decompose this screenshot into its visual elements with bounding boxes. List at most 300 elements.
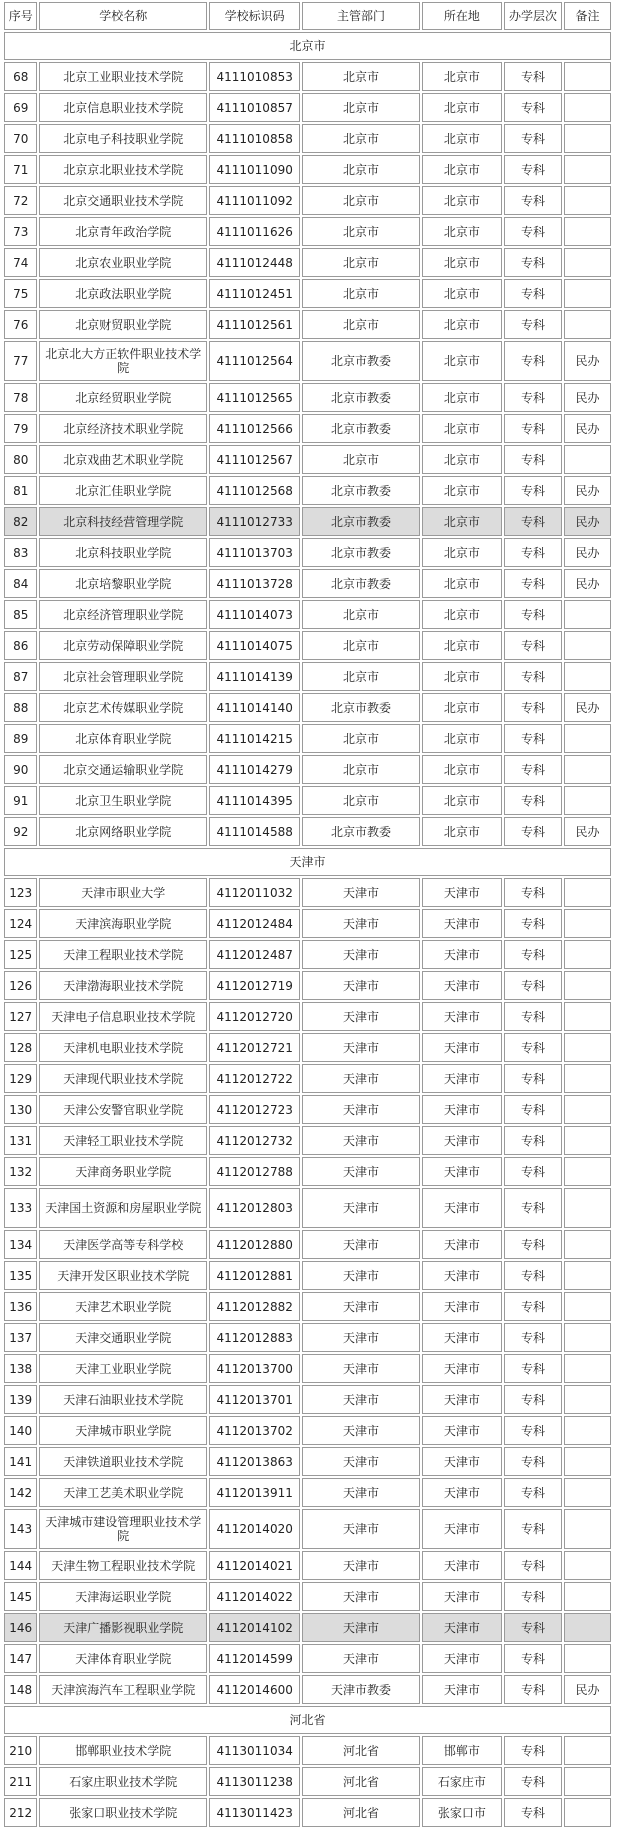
header-cell-authority: 主管部门 bbox=[302, 2, 419, 30]
school-table bbox=[2, 0, 613, 1829]
cell-remark bbox=[564, 1416, 611, 1445]
cell-level: 专科 bbox=[504, 383, 562, 412]
cell-code: 4111012567 bbox=[209, 445, 301, 474]
cell-level: 专科 bbox=[504, 1582, 562, 1611]
cell-level: 专科 bbox=[504, 1261, 562, 1290]
cell-level: 专科 bbox=[504, 476, 562, 505]
cell-location: 北京市 bbox=[422, 414, 502, 443]
cell-location: 北京市 bbox=[422, 341, 502, 381]
cell-no: 90 bbox=[4, 755, 37, 784]
cell-name: 北京体育职业学院 bbox=[39, 724, 206, 753]
cell-remark: 民办 bbox=[564, 507, 611, 536]
cell-remark bbox=[564, 445, 611, 474]
cell-remark bbox=[564, 124, 611, 153]
cell-name: 天津市职业大学 bbox=[39, 878, 206, 907]
header-row bbox=[4, 2, 611, 30]
table-row bbox=[4, 62, 611, 91]
table-row bbox=[4, 1230, 611, 1259]
cell-location: 北京市 bbox=[422, 476, 502, 505]
cell-authority: 北京市教委 bbox=[302, 693, 419, 722]
cell-remark bbox=[564, 1261, 611, 1290]
cell-level: 专科 bbox=[504, 662, 562, 691]
cell-level: 专科 bbox=[504, 248, 562, 277]
table-row bbox=[4, 1675, 611, 1704]
section-row bbox=[4, 1706, 611, 1734]
cell-code: 4112014020 bbox=[209, 1509, 301, 1549]
cell-no: 129 bbox=[4, 1064, 37, 1093]
cell-location: 北京市 bbox=[422, 124, 502, 153]
table-row bbox=[4, 383, 611, 412]
cell-name: 天津机电职业技术学院 bbox=[39, 1033, 206, 1062]
table-row bbox=[4, 1157, 611, 1186]
table-row bbox=[4, 1509, 611, 1549]
cell-name: 北京北大方正软件职业技术学院 bbox=[39, 341, 206, 381]
cell-level: 专科 bbox=[504, 1323, 562, 1352]
cell-code: 4111014588 bbox=[209, 817, 301, 846]
cell-authority: 北京市 bbox=[302, 248, 419, 277]
cell-remark: 民办 bbox=[564, 693, 611, 722]
cell-code: 4111012451 bbox=[209, 279, 301, 308]
cell-location: 北京市 bbox=[422, 600, 502, 629]
cell-name: 北京农业职业学院 bbox=[39, 248, 206, 277]
cell-no: 212 bbox=[4, 1798, 37, 1827]
cell-no: 144 bbox=[4, 1551, 37, 1580]
cell-level: 专科 bbox=[504, 1230, 562, 1259]
cell-no: 91 bbox=[4, 786, 37, 815]
cell-name: 天津商务职业学院 bbox=[39, 1157, 206, 1186]
cell-authority: 北京市 bbox=[302, 217, 419, 246]
cell-level: 专科 bbox=[504, 1478, 562, 1507]
table-row bbox=[4, 786, 611, 815]
cell-name: 北京京北职业技术学院 bbox=[39, 155, 206, 184]
cell-name: 北京财贸职业学院 bbox=[39, 310, 206, 339]
cell-level: 专科 bbox=[504, 217, 562, 246]
cell-location: 天津市 bbox=[422, 1064, 502, 1093]
cell-level: 专科 bbox=[504, 1675, 562, 1704]
cell-level: 专科 bbox=[504, 878, 562, 907]
table-row bbox=[4, 248, 611, 277]
cell-level: 专科 bbox=[504, 93, 562, 122]
cell-no: 125 bbox=[4, 940, 37, 969]
cell-no: 68 bbox=[4, 62, 37, 91]
cell-level: 专科 bbox=[504, 1095, 562, 1124]
cell-level: 专科 bbox=[504, 1416, 562, 1445]
table-row bbox=[4, 1582, 611, 1611]
cell-no: 148 bbox=[4, 1675, 37, 1704]
table-row bbox=[4, 1478, 611, 1507]
cell-level: 专科 bbox=[504, 1002, 562, 1031]
cell-no: 210 bbox=[4, 1736, 37, 1765]
cell-name: 北京戏曲艺术职业学院 bbox=[39, 445, 206, 474]
cell-no: 72 bbox=[4, 186, 37, 215]
cell-remark bbox=[564, 248, 611, 277]
cell-no: 92 bbox=[4, 817, 37, 846]
cell-code: 4111012561 bbox=[209, 310, 301, 339]
table-row bbox=[4, 310, 611, 339]
cell-location: 北京市 bbox=[422, 445, 502, 474]
cell-level: 专科 bbox=[504, 538, 562, 567]
table-row bbox=[4, 817, 611, 846]
table-row bbox=[4, 1416, 611, 1445]
header-cell-no: 序号 bbox=[4, 2, 37, 30]
cell-remark bbox=[564, 1509, 611, 1549]
cell-remark bbox=[564, 1095, 611, 1124]
table-row bbox=[4, 1551, 611, 1580]
cell-authority: 北京市 bbox=[302, 62, 419, 91]
header-cell-level: 办学层次 bbox=[504, 2, 562, 30]
cell-location: 天津市 bbox=[422, 1644, 502, 1673]
cell-authority: 天津市 bbox=[302, 1416, 419, 1445]
cell-location: 天津市 bbox=[422, 1551, 502, 1580]
cell-remark bbox=[564, 1292, 611, 1321]
cell-remark bbox=[564, 1798, 611, 1827]
section-row bbox=[4, 848, 611, 876]
cell-authority: 北京市 bbox=[302, 155, 419, 184]
table-row bbox=[4, 445, 611, 474]
cell-no: 75 bbox=[4, 279, 37, 308]
cell-location: 北京市 bbox=[422, 62, 502, 91]
cell-name: 北京劳动保障职业学院 bbox=[39, 631, 206, 660]
cell-name: 天津城市职业学院 bbox=[39, 1416, 206, 1445]
table-row bbox=[4, 1385, 611, 1414]
cell-authority: 北京市 bbox=[302, 662, 419, 691]
cell-name: 北京工业职业技术学院 bbox=[39, 62, 206, 91]
cell-code: 4112012883 bbox=[209, 1323, 301, 1352]
table-row bbox=[4, 1261, 611, 1290]
table-row bbox=[4, 878, 611, 907]
cell-no: 137 bbox=[4, 1323, 37, 1352]
cell-location: 天津市 bbox=[422, 1323, 502, 1352]
cell-name: 石家庄职业技术学院 bbox=[39, 1767, 206, 1796]
cell-no: 138 bbox=[4, 1354, 37, 1383]
cell-location: 天津市 bbox=[422, 940, 502, 969]
cell-code: 4113011034 bbox=[209, 1736, 301, 1765]
cell-no: 70 bbox=[4, 124, 37, 153]
cell-name: 北京交通运输职业学院 bbox=[39, 755, 206, 784]
cell-code: 4112013700 bbox=[209, 1354, 301, 1383]
cell-remark bbox=[564, 155, 611, 184]
cell-location: 北京市 bbox=[422, 693, 502, 722]
cell-name: 天津轻工职业技术学院 bbox=[39, 1126, 206, 1155]
cell-level: 专科 bbox=[504, 755, 562, 784]
cell-name: 北京信息职业技术学院 bbox=[39, 93, 206, 122]
cell-authority: 河北省 bbox=[302, 1767, 419, 1796]
cell-location: 天津市 bbox=[422, 1157, 502, 1186]
cell-level: 专科 bbox=[504, 724, 562, 753]
cell-no: 145 bbox=[4, 1582, 37, 1611]
cell-name: 天津城市建设管理职业技术学院 bbox=[39, 1509, 206, 1549]
table-row bbox=[4, 186, 611, 215]
cell-no: 83 bbox=[4, 538, 37, 567]
table-row bbox=[4, 600, 611, 629]
table-row bbox=[4, 569, 611, 598]
cell-name: 天津渤海职业技术学院 bbox=[39, 971, 206, 1000]
cell-location: 天津市 bbox=[422, 1416, 502, 1445]
cell-level: 专科 bbox=[504, 1644, 562, 1673]
cell-no: 135 bbox=[4, 1261, 37, 1290]
cell-no: 86 bbox=[4, 631, 37, 660]
cell-no: 80 bbox=[4, 445, 37, 474]
cell-level: 专科 bbox=[504, 1613, 562, 1642]
cell-level: 专科 bbox=[504, 414, 562, 443]
cell-authority: 天津市 bbox=[302, 1261, 419, 1290]
cell-code: 4111010853 bbox=[209, 62, 301, 91]
cell-name: 北京经济技术职业学院 bbox=[39, 414, 206, 443]
cell-remark bbox=[564, 1447, 611, 1476]
cell-remark bbox=[564, 279, 611, 308]
cell-authority: 北京市教委 bbox=[302, 383, 419, 412]
cell-level: 专科 bbox=[504, 1767, 562, 1796]
cell-no: 132 bbox=[4, 1157, 37, 1186]
cell-no: 133 bbox=[4, 1188, 37, 1228]
table-row bbox=[4, 662, 611, 691]
table-row bbox=[4, 1095, 611, 1124]
cell-code: 4111011090 bbox=[209, 155, 301, 184]
cell-level: 专科 bbox=[504, 124, 562, 153]
cell-authority: 北京市 bbox=[302, 124, 419, 153]
cell-location: 邯郸市 bbox=[422, 1736, 502, 1765]
cell-code: 4112012484 bbox=[209, 909, 301, 938]
cell-code: 4112012882 bbox=[209, 1292, 301, 1321]
cell-no: 126 bbox=[4, 971, 37, 1000]
cell-level: 专科 bbox=[504, 1447, 562, 1476]
cell-no: 78 bbox=[4, 383, 37, 412]
cell-remark bbox=[564, 1478, 611, 1507]
cell-code: 4111012448 bbox=[209, 248, 301, 277]
cell-name: 北京网络职业学院 bbox=[39, 817, 206, 846]
cell-code: 4111013728 bbox=[209, 569, 301, 598]
cell-name: 北京科技职业学院 bbox=[39, 538, 206, 567]
cell-name: 天津艺术职业学院 bbox=[39, 1292, 206, 1321]
cell-code: 4111014140 bbox=[209, 693, 301, 722]
cell-level: 专科 bbox=[504, 693, 562, 722]
cell-name: 天津广播影视职业学院 bbox=[39, 1613, 206, 1642]
cell-remark bbox=[564, 310, 611, 339]
cell-no: 124 bbox=[4, 909, 37, 938]
table-row bbox=[4, 1126, 611, 1155]
cell-location: 北京市 bbox=[422, 383, 502, 412]
school-table-body bbox=[4, 2, 611, 1827]
cell-location: 天津市 bbox=[422, 878, 502, 907]
cell-code: 4111010858 bbox=[209, 124, 301, 153]
cell-remark bbox=[564, 1230, 611, 1259]
cell-location: 北京市 bbox=[422, 631, 502, 660]
cell-location: 张家口市 bbox=[422, 1798, 502, 1827]
cell-remark bbox=[564, 1064, 611, 1093]
cell-level: 专科 bbox=[504, 186, 562, 215]
table-row bbox=[4, 217, 611, 246]
cell-remark bbox=[564, 93, 611, 122]
cell-code: 4111012568 bbox=[209, 476, 301, 505]
cell-no: 143 bbox=[4, 1509, 37, 1549]
table-row bbox=[4, 755, 611, 784]
cell-location: 天津市 bbox=[422, 1188, 502, 1228]
cell-name: 天津工业职业学院 bbox=[39, 1354, 206, 1383]
cell-no: 82 bbox=[4, 507, 37, 536]
cell-authority: 天津市 bbox=[302, 1323, 419, 1352]
cell-level: 专科 bbox=[504, 569, 562, 598]
cell-authority: 天津市 bbox=[302, 1095, 419, 1124]
section-title: 天津市 bbox=[4, 848, 611, 876]
cell-authority: 天津市 bbox=[302, 878, 419, 907]
cell-authority: 天津市 bbox=[302, 1126, 419, 1155]
cell-no: 140 bbox=[4, 1416, 37, 1445]
cell-code: 4111012564 bbox=[209, 341, 301, 381]
cell-level: 专科 bbox=[504, 909, 562, 938]
cell-authority: 北京市教委 bbox=[302, 538, 419, 567]
cell-no: 123 bbox=[4, 878, 37, 907]
cell-location: 天津市 bbox=[422, 1292, 502, 1321]
header-cell-name: 学校名称 bbox=[39, 2, 206, 30]
cell-authority: 北京市 bbox=[302, 310, 419, 339]
cell-authority: 天津市 bbox=[302, 1582, 419, 1611]
table-row bbox=[4, 93, 611, 122]
cell-name: 天津开发区职业技术学院 bbox=[39, 1261, 206, 1290]
cell-location: 北京市 bbox=[422, 155, 502, 184]
table-row bbox=[4, 1033, 611, 1062]
cell-remark bbox=[564, 1644, 611, 1673]
cell-remark: 民办 bbox=[564, 538, 611, 567]
cell-code: 4112012803 bbox=[209, 1188, 301, 1228]
cell-name: 天津公安警官职业学院 bbox=[39, 1095, 206, 1124]
table-row bbox=[4, 1064, 611, 1093]
cell-remark bbox=[564, 1582, 611, 1611]
cell-authority: 天津市 bbox=[302, 1230, 419, 1259]
cell-remark: 民办 bbox=[564, 414, 611, 443]
cell-code: 4112013701 bbox=[209, 1385, 301, 1414]
cell-authority: 天津市 bbox=[302, 940, 419, 969]
cell-location: 天津市 bbox=[422, 1033, 502, 1062]
cell-no: 87 bbox=[4, 662, 37, 691]
section-title: 河北省 bbox=[4, 1706, 611, 1734]
cell-location: 天津市 bbox=[422, 1385, 502, 1414]
cell-no: 73 bbox=[4, 217, 37, 246]
cell-name: 天津滨海职业学院 bbox=[39, 909, 206, 938]
cell-name: 天津国土资源和房屋职业学院 bbox=[39, 1188, 206, 1228]
cell-name: 天津电子信息职业技术学院 bbox=[39, 1002, 206, 1031]
cell-level: 专科 bbox=[504, 786, 562, 815]
cell-level: 专科 bbox=[504, 631, 562, 660]
cell-name: 北京交通职业技术学院 bbox=[39, 186, 206, 215]
cell-remark bbox=[564, 1736, 611, 1765]
cell-remark bbox=[564, 1188, 611, 1228]
cell-remark: 民办 bbox=[564, 383, 611, 412]
cell-authority: 天津市教委 bbox=[302, 1675, 419, 1704]
table-row bbox=[4, 476, 611, 505]
table-row bbox=[4, 909, 611, 938]
cell-authority: 天津市 bbox=[302, 1292, 419, 1321]
table-row bbox=[4, 414, 611, 443]
cell-level: 专科 bbox=[504, 971, 562, 1000]
table-row bbox=[4, 1613, 611, 1642]
cell-name: 北京经贸职业学院 bbox=[39, 383, 206, 412]
cell-name: 天津滨海汽车工程职业学院 bbox=[39, 1675, 206, 1704]
cell-code: 4111013703 bbox=[209, 538, 301, 567]
cell-code: 4112012722 bbox=[209, 1064, 301, 1093]
table-row bbox=[4, 1447, 611, 1476]
cell-authority: 北京市 bbox=[302, 279, 419, 308]
cell-no: 85 bbox=[4, 600, 37, 629]
cell-no: 76 bbox=[4, 310, 37, 339]
cell-remark bbox=[564, 1613, 611, 1642]
table-row bbox=[4, 1767, 611, 1796]
cell-no: 89 bbox=[4, 724, 37, 753]
cell-name: 北京社会管理职业学院 bbox=[39, 662, 206, 691]
cell-code: 4112014599 bbox=[209, 1644, 301, 1673]
cell-no: 71 bbox=[4, 155, 37, 184]
cell-authority: 河北省 bbox=[302, 1798, 419, 1827]
cell-code: 4111011626 bbox=[209, 217, 301, 246]
cell-remark bbox=[564, 631, 611, 660]
cell-authority: 天津市 bbox=[302, 1188, 419, 1228]
cell-remark bbox=[564, 755, 611, 784]
cell-code: 4111014073 bbox=[209, 600, 301, 629]
cell-code: 4111014139 bbox=[209, 662, 301, 691]
cell-code: 4112014102 bbox=[209, 1613, 301, 1642]
cell-code: 4112014600 bbox=[209, 1675, 301, 1704]
cell-code: 4113011238 bbox=[209, 1767, 301, 1796]
table-row bbox=[4, 971, 611, 1000]
cell-level: 专科 bbox=[504, 1188, 562, 1228]
cell-location: 天津市 bbox=[422, 1126, 502, 1155]
cell-no: 69 bbox=[4, 93, 37, 122]
cell-code: 4112012719 bbox=[209, 971, 301, 1000]
cell-name: 天津工程职业技术学院 bbox=[39, 940, 206, 969]
header-cell-location: 所在地 bbox=[422, 2, 502, 30]
table-row bbox=[4, 1002, 611, 1031]
cell-level: 专科 bbox=[504, 310, 562, 339]
cell-name: 北京汇佳职业学院 bbox=[39, 476, 206, 505]
cell-authority: 北京市 bbox=[302, 755, 419, 784]
cell-remark bbox=[564, 1323, 611, 1352]
cell-code: 4111011092 bbox=[209, 186, 301, 215]
cell-location: 北京市 bbox=[422, 662, 502, 691]
cell-authority: 天津市 bbox=[302, 1447, 419, 1476]
cell-code: 4112012720 bbox=[209, 1002, 301, 1031]
header-cell-code: 学校标识码 bbox=[209, 2, 301, 30]
cell-level: 专科 bbox=[504, 600, 562, 629]
cell-code: 4112013863 bbox=[209, 1447, 301, 1476]
cell-no: 84 bbox=[4, 569, 37, 598]
cell-name: 北京经济管理职业学院 bbox=[39, 600, 206, 629]
cell-location: 北京市 bbox=[422, 538, 502, 567]
cell-name: 北京卫生职业学院 bbox=[39, 786, 206, 815]
cell-level: 专科 bbox=[504, 445, 562, 474]
cell-location: 石家庄市 bbox=[422, 1767, 502, 1796]
cell-location: 天津市 bbox=[422, 971, 502, 1000]
table-row bbox=[4, 124, 611, 153]
cell-name: 北京政法职业学院 bbox=[39, 279, 206, 308]
cell-remark: 民办 bbox=[564, 341, 611, 381]
cell-authority: 北京市教委 bbox=[302, 817, 419, 846]
cell-level: 专科 bbox=[504, 1736, 562, 1765]
cell-remark bbox=[564, 1033, 611, 1062]
cell-code: 4111012733 bbox=[209, 507, 301, 536]
cell-remark bbox=[564, 1551, 611, 1580]
cell-authority: 北京市教委 bbox=[302, 507, 419, 536]
cell-location: 北京市 bbox=[422, 569, 502, 598]
cell-code: 4112013911 bbox=[209, 1478, 301, 1507]
cell-authority: 天津市 bbox=[302, 1002, 419, 1031]
cell-remark bbox=[564, 186, 611, 215]
cell-location: 天津市 bbox=[422, 1675, 502, 1704]
cell-remark bbox=[564, 62, 611, 91]
cell-authority: 北京市 bbox=[302, 600, 419, 629]
cell-level: 专科 bbox=[504, 341, 562, 381]
table-row bbox=[4, 1644, 611, 1673]
cell-level: 专科 bbox=[504, 1551, 562, 1580]
cell-no: 77 bbox=[4, 341, 37, 381]
